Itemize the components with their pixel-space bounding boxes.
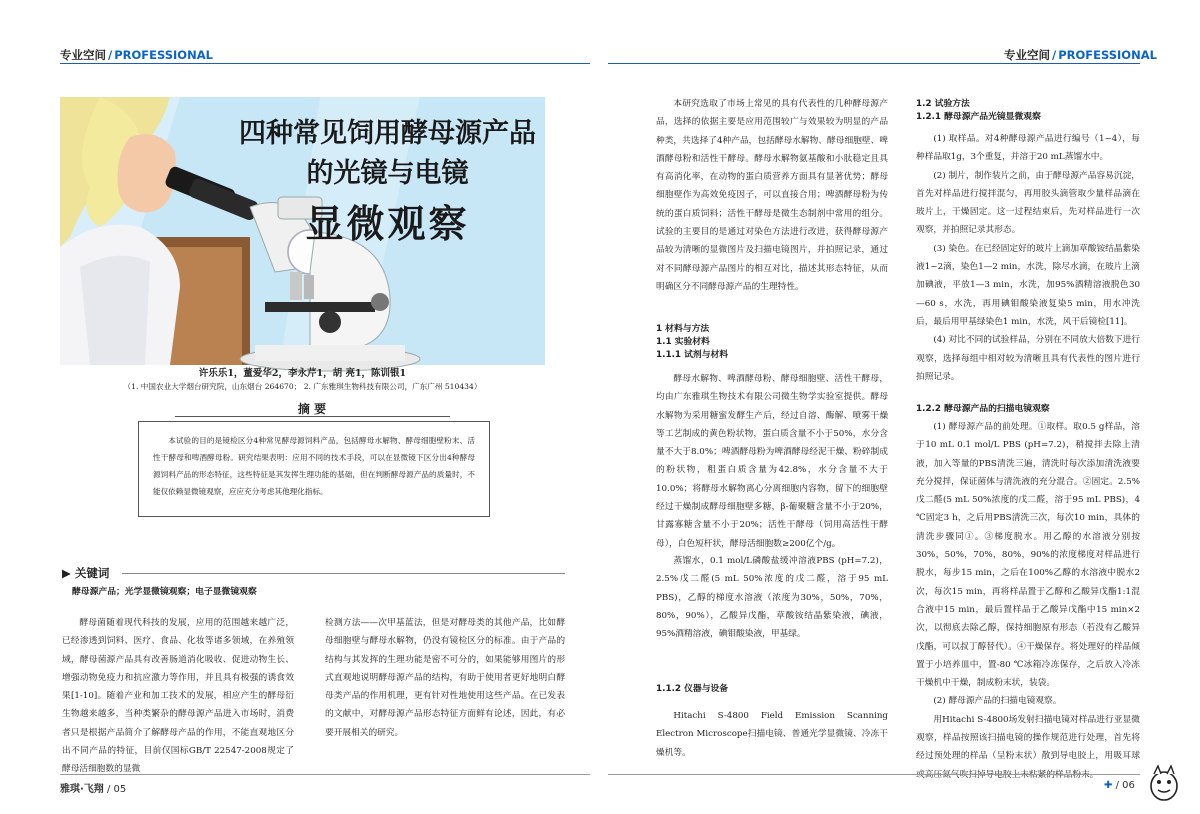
- header-section-en-right: PROFESSIONAL: [1058, 48, 1157, 62]
- heading-1-1: 1.1 实验材料: [656, 337, 710, 347]
- mascot-icon: [1146, 762, 1182, 802]
- header-section-en: PROFESSIONAL: [114, 48, 213, 62]
- title-line-3: 显微观察: [305, 201, 470, 246]
- heading-1-2: 1.2 试验方法: [916, 99, 970, 109]
- keywords-section: [62, 565, 565, 599]
- sem-step-1: (1) 酵母源产品的前处理。①取样。取0.5 g样品，溶于10 mL 0.1 mol/L PBS (pH=7.2)，稍搅拌去除上清液，加入等量的PBS清洗三遍，清洗时每次添加清洗液要充分搅拌，保证菌体与清洗液的充分混合。②固定。2.5%戊二醛(5 mL 50%浓度的戊二醛，溶于95 mL PBS)，4 ℃固定3 h，之后用PBS清洗三次，每次10 min，具体的清洗步骤同①。③梯度脱水。用乙醇的水溶液分别按30%，50%，70%，80%，90%的浓度梯度对样品进行脱水，每步15 min，之后在100%乙醇的水溶液中脱水2次，每次15 min，再将样品置于乙醇和乙酸异戊酯1:1混合液中15 min，最后置样品于乙酸异戊酯中15 min×2次，以彻底去除乙醇，保持细胞原有形态（若没有乙酸异戊酯，可以叔丁醇替代）。④干燥保存。将处理好的样品倾置于小培养皿中，置-80 ℃冰箱冷冻保存，之后放入冷冻干燥机中干燥，制成粉末状，装袋。: [916, 422, 1140, 689]
- abstract-text: 本试验的目的是镜检区分4种常见酵母源饲料产品，包括酵母水解物、酵母细胞壁粉末、活性干酵母和啤酒酵母粉。研究结果表明：应用不同的技术手段，可以在显微镜下区分出4种酵母源饲料产品的形态特征，这些特征是其发挥生理功能的基础，但在判断酵母源产品的质量时，不能仅依赖显微镜观察，应应充分考虑其他理化指标。: [153, 436, 475, 496]
- abstract-box: [138, 421, 490, 517]
- col2-headings: [656, 323, 888, 362]
- sem-step-2: (2) 酵母源产品的扫描电镜观察。: [933, 696, 1062, 707]
- heading-1: 1 材料与方法: [656, 324, 710, 334]
- reagents-text: 蒸馏水，0.1 mol/L磷酸盐缓冲溶液PBS (pH=7.2)，2.5%戊二醛(5 mL 50%浓度的戊二醛，溶于95 mL PBS)，乙醇的梯度水溶液（浓度为30%，50%，70%，80%，90%），乙酸异戊酯，草酸铵结晶紫染液，碘液，95%酒精溶液，碘钼酸染液，甲基绿。: [656, 556, 888, 640]
- materials-text: 酵母水解物、啤酒酵母粉、酵母细胞壁、活性干酵母，均由广东雅琪生物技术有限公司微生物学实验室提供。酵母水解物为采用糖蜜发酵生产后，经过自溶、酶解、喷雾干燥等工艺制成的黄色粉状物，蛋白质含量不小于50%，水分含量不大于8.0%；啤酒酵母粉为啤酒酵母经泥干燥、粉碎制成的粉状物，粗蛋白质含量为42.8%，水分含量不大于10.0%；将酵母水解物离心分离细胞内容物，留下的细胞壁经过干燥制成酵母细胞壁多糖，β-葡聚糖含量不小于20%，甘露寡糖含量不小于20%；活性干酵母（饲用高活性干酵母），白色短杆状，酵母活细胞数≥200亿个/g。: [656, 374, 888, 549]
- col2-materials: [656, 370, 888, 550]
- intro-col-mid: [325, 614, 565, 764]
- header-left: [60, 47, 213, 63]
- heading-1-2-2: 1.2.2 酵母源产品的扫描电镜观察: [916, 404, 1050, 414]
- title-line-1: 四种常见饲用酵母源产品: [239, 118, 536, 149]
- abstract-title: 摘 要: [297, 402, 327, 416]
- col3-sem-methods: [916, 418, 1140, 760]
- heading-1-1-1: 1.1.1 试剂与材料: [656, 350, 729, 360]
- header-section-cn: 专业空间: [60, 48, 106, 62]
- col3-sem-heading: [916, 403, 1140, 416]
- col3-headings: [916, 98, 1140, 124]
- optical-step-4: (4) 对比不同的试验样品，分别在不同放大倍数下进行观察，选择每组中相对较为清晰且具有代表性的图片进行拍照记录。: [916, 335, 1140, 382]
- footer-right: [1104, 780, 1135, 791]
- col3-optical-methods: [916, 130, 1140, 385]
- col2-intro-text: 本研究选取了市场上常见的具有代表性的几种酵母源产品，选择的依据主要是应用范围较广与效果较为明显的产品种类，共选择了4种产品，包括酵母水解物、酵母细胞壁、啤酒酵母粉和活性干酵母。酵母水解物氨基酸和小肽稳定且具有高消化率，在动物的蛋白质营养方面具有显著优势；酵母细胞壁作为高效免疫因子，可以直接合用；啤酒酵母粉为传统的蛋白质饲料；活性干酵母是微生态制剂中常用的组分。试验的主要目的是通过对染色方法进行改进，获得酵母源产品较为清晰的显微图片及扫描电镜图片，并拍照记录，通过对不同酵母源产品图片的相互对比，描述其形态特征，从而明确区分不同酵母源产品的生理特性。: [656, 99, 888, 292]
- footer-rule-left: [60, 774, 590, 775]
- intro-col-left: [62, 614, 294, 775]
- header-section-cn-right: 专业空间: [1004, 48, 1050, 62]
- triangle-icon: ▶: [62, 566, 71, 580]
- header-right: [1004, 47, 1157, 63]
- title-line-2: 的光镜与电镜: [306, 158, 469, 189]
- hero-illustration: [60, 97, 545, 365]
- equipment-text: Hitachi S-4800 Field Emission Scanning Electron Microscope扫描电镜、普通光学显微镜、冷冻干燥机等。: [656, 711, 888, 758]
- intro-left-text: 酵母菌随着现代科技的发展，应用的范围越来越广泛，已经渗透到饲料、医疗、食品、化妆等诸多领域，在养殖领域，酵母菌源产品具有改善肠道消化吸收、促进动物生长、增强动物免疫力和抗应激力等作用，并且具有极强的诱食效果[1-10]。随着产业和加工技术的发展，相应产生的酵母衍生物越来越多，当种类繁杂的酵母源产品进入市场时，消费者只是根据产品简介了解酵母产品的作用，不能直观地区分出不同产品的特征，目前仅国标GB/T 22547-2008规定了酵母活细胞数的显微: [62, 618, 294, 775]
- heading-1-1-2: 1.1.2 仪器与设备: [656, 684, 729, 694]
- optical-step-3: (3) 染色。在已经固定好的玻片上滴加草酸铵结晶紫染液1~2滴，染色1—2 min，水洗，除尽水滴，在玻片上滴加碘液，平放1—3 min，水洗，加95%酒精溶液脱色30—60 s，水洗，再用碘钼酸染液复染5 min，用水冲洗后，最后用甲基绿染色1 min，水洗，风干后镜检[11]。: [916, 243, 1140, 327]
- abstract-title-rule: [175, 416, 450, 417]
- footer-brand: 雅琪·飞翔: [60, 784, 104, 795]
- footer-right-page: / 06: [1115, 780, 1135, 791]
- col2-equipment: [656, 707, 888, 758]
- footer-left-page: / 05: [107, 784, 127, 795]
- header-rule-right: [608, 63, 1140, 64]
- col2-reagents: [656, 552, 888, 644]
- header-slash-right: /: [1052, 48, 1057, 62]
- sem-step-3: 用Hitachi S-4800场发射扫描电镜对样品进行亚显微观察，样品按照该扫描电镜的操作规范进行处理，首先将经过预处理的样品（呈粉末状）散到导电胶上，用吸耳球: [916, 714, 1140, 762]
- intro-mid-text: 检测方法——次甲基蓝法，但是对酵母类的其他产品，比如酵母细胞壁与酵母水解物，仍没有镜检区分的标准。由于产品的结构与其发挥的生理功能是密不可分的，如果能够用图片的形式直观地说明酵母源产品的结构，有助于使用者更好地明白酵母类产品的作用机理，更有针对性地使用这些产品。在已发表的文献中，对酵母源产品形态特征方面鲜有论述，因此，有必要开展相关的研究。: [325, 618, 565, 738]
- affiliation: （1. 中国农业大学烟台研究院，山东烟台 264670； 2. 广东雅琪生物科技有限公司，广东广州 510434）: [123, 382, 482, 391]
- keywords-rule: [122, 573, 565, 574]
- heading-1-2-1: 1.2.1 酵母源产品光镜显微观察: [916, 112, 1041, 122]
- authors: 许乐乐1，董爱华2，李永芹1，胡 亮1，陈训银1: [198, 368, 407, 379]
- optical-step-1: (1) 取样品。对4种酵母源产品进行编号（1~4），每种样品取1g，3个重复，并溶于20 mL蒸馏水中。: [916, 134, 1140, 163]
- header-rule-left: [60, 63, 590, 64]
- footer-rule-right: [608, 774, 1140, 775]
- footer-logo-icon: ✚: [1104, 780, 1113, 791]
- col2-equipment-heading: [656, 683, 888, 696]
- col2-intro: [656, 95, 888, 310]
- header-slash: /: [108, 48, 113, 62]
- footer-left: [60, 780, 126, 795]
- keywords-title: 关键词: [74, 566, 110, 580]
- optical-step-2: (2) 制片，制作装片之前，由于酵母源产品容易沉淀，首先对样品进行搅拌混匀，再用胶头滴管取少量样品滴在玻片上，干燥固定。这一过程结束后，先对样品进行一次观察，并拍照记录其形态。: [916, 170, 1140, 236]
- keywords-list: 酵母源产品；光学显微镜观察；电子显微镜观察: [72, 587, 257, 597]
